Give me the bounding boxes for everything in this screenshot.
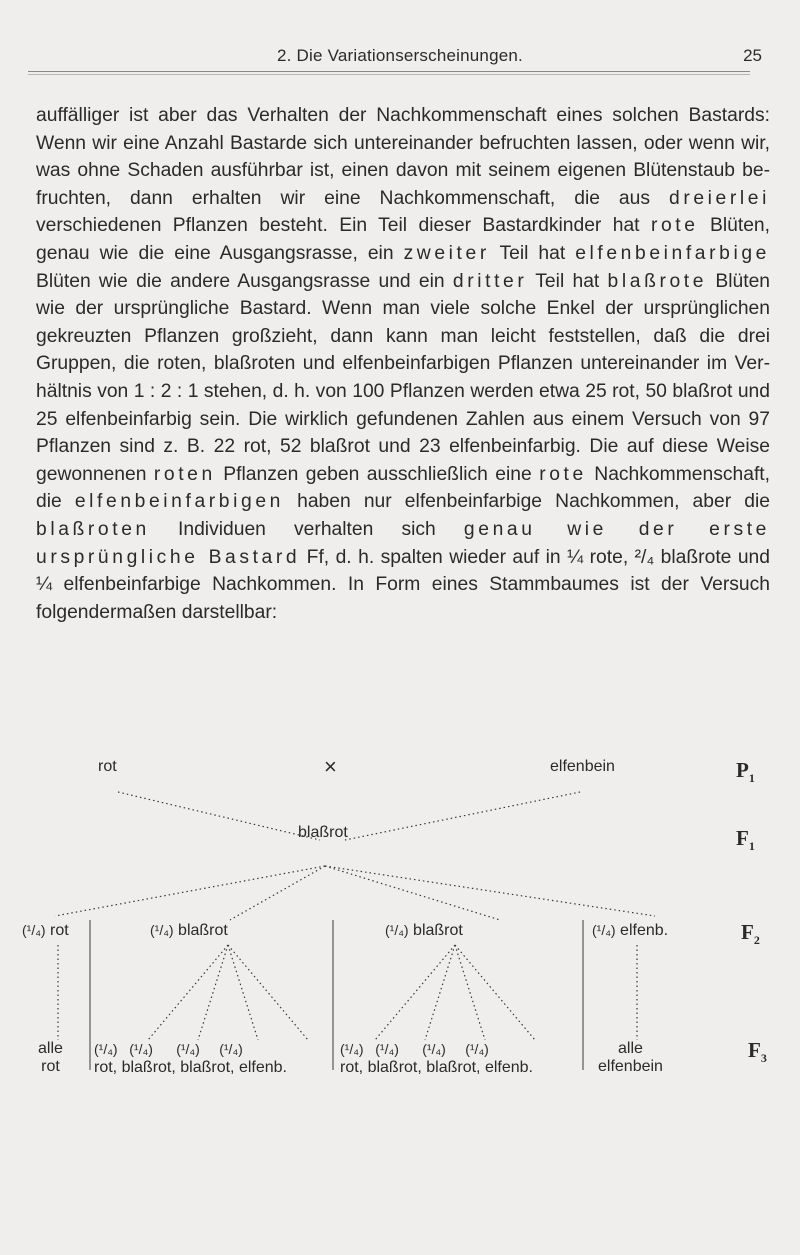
generation-f2 (741, 920, 760, 948)
f2-rot (22, 922, 69, 940)
generation-f3 (748, 1038, 767, 1066)
text-run: Blüten, genau wie die eine Ausgangsrasse, ein (36, 215, 771, 264)
page-number: 25 (743, 46, 762, 65)
fan-line (375, 945, 455, 1040)
fraction: (¹/₄) (385, 922, 409, 938)
running-title: 2. Die Variationserscheinungen. (277, 46, 523, 65)
text-run: haben nur elfenbeinfarbige Nachkommen, aber die (297, 491, 770, 513)
text-run: Pflanzen geben ausschließlich eine (223, 463, 532, 485)
f3-alle-rot (38, 1040, 63, 1076)
generation-f1 (736, 826, 755, 854)
f3-labels: rot, blaßrot, blaßrot, elfenb. (340, 1059, 533, 1076)
f3-labels: rot, blaßrot, blaßrot, elfenb. (94, 1059, 287, 1076)
f2-blassrot-1 (150, 922, 228, 940)
line-f1-to-blassrot-2 (325, 866, 500, 920)
gen-sub: 3 (760, 1051, 767, 1066)
spaced-word: roten (153, 463, 216, 485)
page-header (28, 44, 772, 70)
gen-sub: 1 (748, 839, 755, 854)
pedigree-diagram (0, 740, 800, 1076)
f3-alle-elfenbein (598, 1040, 663, 1076)
f1-blassrot: blaßrot (298, 824, 348, 841)
fraction: (¹/₄) (592, 922, 616, 938)
parent-rot: rot (98, 758, 117, 775)
f3-text: alle (38, 1040, 63, 1057)
f3-text: elfenbein (598, 1058, 663, 1075)
line-f1-to-rot (55, 866, 325, 916)
line-elfenbein-to-f1 (345, 792, 580, 840)
fan-line (455, 945, 535, 1040)
f3-text: rot (41, 1058, 60, 1075)
f2-label: blaßrot (413, 922, 463, 939)
gen-letter: F (741, 920, 754, 944)
text-run: Teil hat (499, 242, 566, 264)
parent-elfenbein: elfenbein (550, 758, 615, 775)
fan-line (228, 945, 258, 1040)
fan-line (425, 945, 455, 1040)
f2-elfenb (592, 922, 668, 940)
header-rule (28, 71, 750, 75)
fraction: (¹/₄) (22, 922, 46, 938)
gen-letter: F (736, 826, 749, 850)
text-run: Individuen verhalten sich (178, 518, 436, 540)
fractions: (¹/₄) (¹/₄) (¹/₄) (¹/₄) (340, 1041, 489, 1057)
line-f1-to-blassrot-1 (230, 866, 325, 920)
fan-line (148, 945, 228, 1040)
generation-p1 (736, 758, 755, 786)
text-run: Blüten wie der ursprüngliche Bastard. Wenn man viele solche Enkel der ursprünglichen gekreuzten Pflanzen großzieht, dann kann man leicht feststellen, daß die drei Gruppen, die roten, blaßroten und elfenbeinfarbigen Pflanzen untereinander im Verhältnis von 1 : 2 : 1 stehen, d. h. von 100 Pflanzen werden etwa 25 rot, 50 blaßrot und 25 elfenbeinfarbig sein. Die wirklich gefundenen Zahlen aus einem Versuch von 97 Pflanzen sind z. B. 22 rot, 52 blaßrot und 23 elfenbeinfarbig. Die auf diese Weise gewonnenen (36, 270, 771, 485)
text-run: verschiedenen Pflanzen besteht. Ein Teil dieser Bastardkinder hat (36, 215, 640, 237)
fan-line (455, 945, 485, 1040)
spaced-word: blaßroten (36, 518, 150, 540)
text-run: Teil hat (535, 270, 600, 292)
spaced-word: dritter (452, 270, 528, 292)
fan-line (228, 945, 308, 1040)
gen-sub: 2 (753, 933, 760, 948)
body-paragraph (36, 102, 770, 626)
spaced-word: genau wie der erste ursprüngliche Bastard (36, 518, 770, 568)
spaced-word: zweiter (403, 242, 490, 264)
spaced-word: rote (650, 215, 699, 237)
f3-blassrot-2 (340, 1040, 533, 1077)
spaced-word: blaßrote (607, 270, 708, 292)
spaced-word: dreierlei (669, 187, 770, 209)
text-run: Blüten wie die andere Ausgangsrasse und ein (36, 270, 445, 292)
cross-symbol: × (324, 754, 337, 779)
gen-sub: 1 (748, 771, 755, 786)
f2-label: rot (50, 922, 69, 939)
text-run: Nachkommenschaft, die (36, 463, 771, 513)
f3-text: alle (618, 1040, 643, 1057)
f3-blassrot-1 (94, 1040, 287, 1077)
line-f1-to-elfenb (325, 866, 655, 916)
spaced-word: elfenbeinfarbige (575, 242, 771, 264)
pedigree-lines (0, 740, 800, 1070)
text-run: auffälliger ist aber das Verhalten der Nachkommenschaft eines solchen Bastards: Wenn wir eine Anzahl Bastarde sich untereinander befruchten lassen, oder wenn wir, was ohne Schaden ausführbar ist, einen davon mit seinem eigenen Blütenstaub befruchten, dann erhalten wir eine Nachkommenschaft, die aus (36, 105, 770, 209)
text-run: Ff, d. h. spalten wieder auf in ¼ rote, ²/₄ blaßrote und ¼ elfenbeinfarbige Nachkommen. In Form eines Stammbaumes ist der Versuch folgendermaßen darstellbar: (36, 546, 771, 623)
f2-label: blaßrot (178, 922, 228, 939)
f2-label: elfenb. (620, 922, 669, 939)
gen-letter: P (736, 758, 749, 782)
fan-line (198, 945, 228, 1040)
line-rot-to-f1 (118, 792, 320, 840)
spaced-word: elfenbeinfarbigen (74, 491, 284, 513)
fraction: (¹/₄) (150, 922, 174, 938)
fractions: (¹/₄) (¹/₄) (¹/₄) (¹/₄) (94, 1041, 243, 1057)
spaced-word: rote (539, 463, 587, 485)
gen-letter: F (748, 1038, 761, 1062)
f2-blassrot-2 (385, 922, 463, 940)
